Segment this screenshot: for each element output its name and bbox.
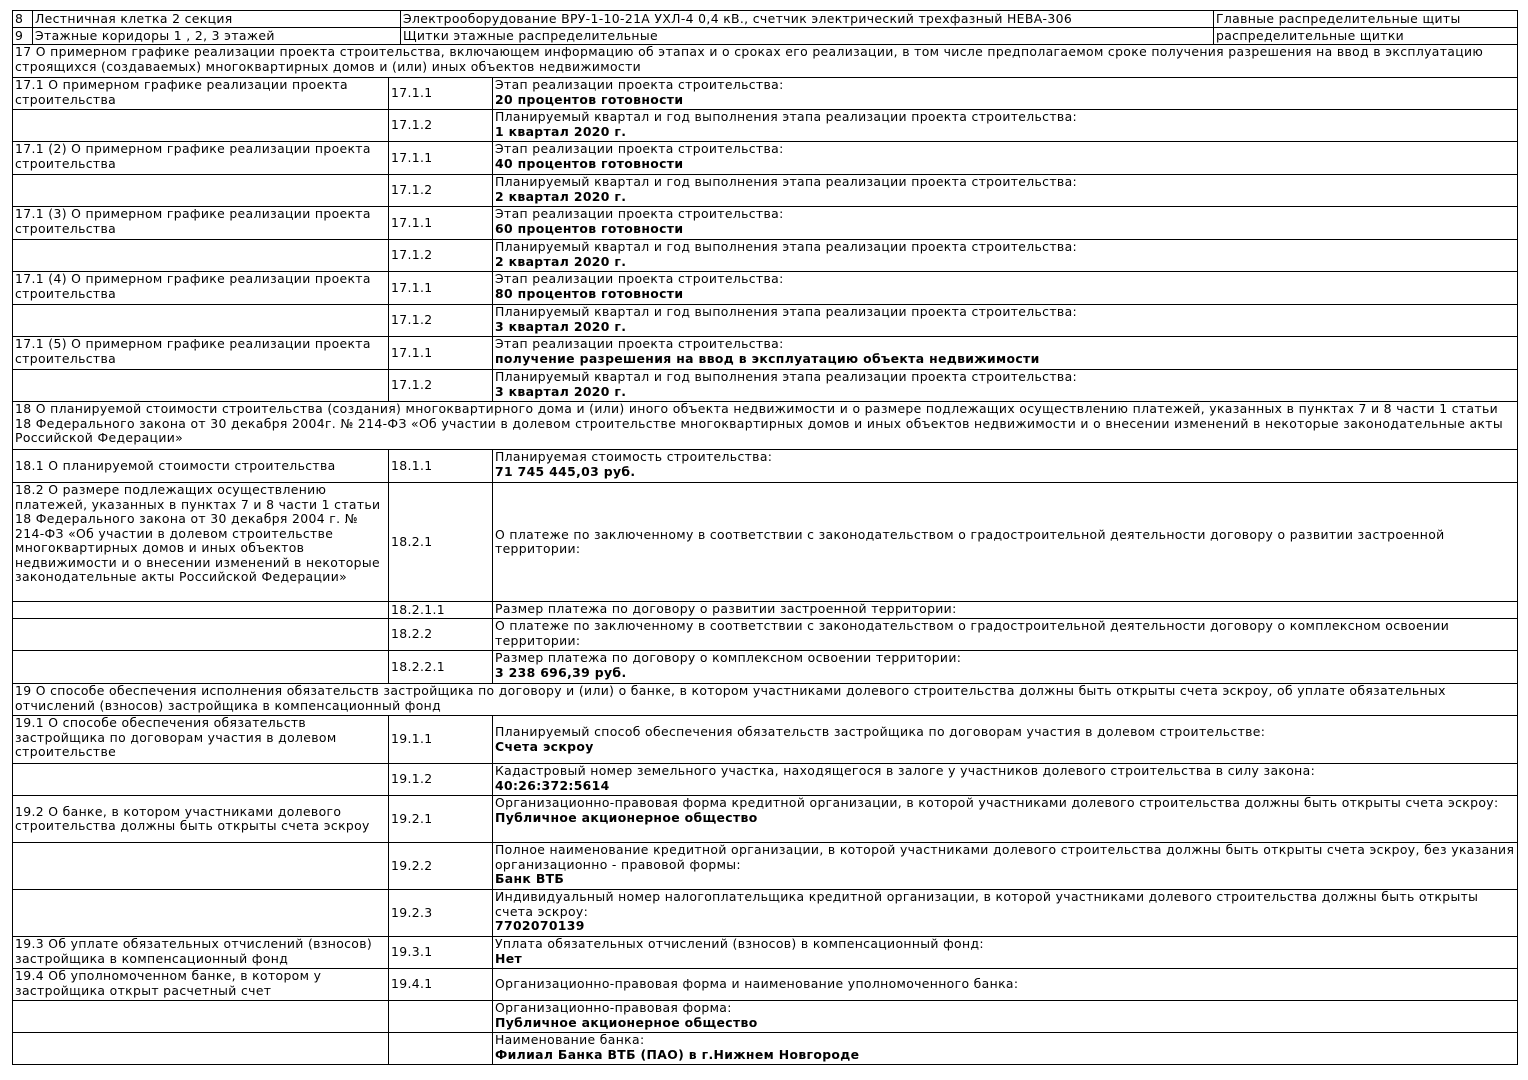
cost-row [13,450,1518,483]
stage-date-value: 2 квартал 2020 г. [495,188,627,204]
stage-cell [493,272,1518,305]
stage-date-label: Планируемый квартал и год выполнения этапа реализации проекта строительства: [495,239,1078,254]
auth-bank-row [13,969,1518,1001]
section-19-header: 19 О способе обеспечения исполнения обязательств застройщика по договору и (или) о банке, в котором участниками долевого строительства должны быть открыты счета эскроу, об уплате обязательных отчислений (взносов) застройщика в компенсационный фонд [13,684,1518,716]
empty-cell [13,175,389,207]
section-17-header: 17 О примерном графике реализации проекта строительства, включающем информацию об этапах и о сроках его реализации, в том числе предполагаемом сроке получения разрешения на ввод в эксплуатацию строящихся (создаваемых) многоквартирных домов и (или) иных объектов недвижимости [13,45,1518,78]
stage-row [13,207,1518,240]
payments-title: 18.2 О размере подлежащих осуществлению платежей, указанных в пунктах 7 и 8 части 1 статьи 18 Федерального закона от 30 декабря 2004 г. № 214-ФЗ «Об участии в долевом строительстве многоквартирных домов и иных объектов недвижимости и о внесении изменений в некоторые законодательные акты Российской Федерации» [13,483,389,602]
row-number: 8 [13,11,33,28]
auth-form-cell [493,1001,1518,1033]
bank-inn-cell [493,890,1518,937]
section-18-header: 18 О планируемой стоимости строительства (создания) многоквартирного дома и (или) иного объекта недвижимости и о размере подлежащих осуществлению платежей, указанных в пунктах 7 и 8 части 1 статьи 18 Федерального закона от 30 декабря 2004г. № 214-ФЗ «Об участии в долевом строительстве многоквартирных домов и иных объектов недвижимости и о внесении изменений в некоторые законодательные акты Российской Федерации» [13,402,1518,450]
dev-size-row [13,602,1518,619]
dev-size-label: Размер платежа по договору о развитии застроенной территории: [493,602,1518,619]
complex-size-code: 18.2.2.1 [389,651,493,684]
stage-label: Этап реализации проекта строительства: [495,141,784,156]
stage-value: 60 процентов готовности [495,220,684,236]
empty-cell [13,651,389,684]
stage-date-value: 3 квартал 2020 г. [495,318,627,334]
empty-cell [13,305,389,337]
stage-date-label: Планируемый квартал и год выполнения этапа реализации проекта строительства: [495,174,1078,189]
bank-name-value: Банк ВТБ [495,871,565,886]
bank-name-cell [493,843,1518,890]
stage-value: 20 процентов готовности [495,91,684,107]
auth-label: Организационно-правовая форма и наименование уполномоченного банка: [493,969,1518,1001]
empty-cell [13,619,389,651]
section-17-header-row [13,45,1518,78]
auth-name-value: Филиал Банка ВТБ (ПАО) в г.Нижнем Новгороде [495,1046,860,1062]
stage-date-label: Планируемый квартал и год выполнения этапа реализации проекта строительства: [495,304,1078,319]
stage-code: 17.1.1 [389,78,493,110]
auth-form-row [13,1001,1518,1033]
auth-form-label: Организационно-правовая форма: [495,1000,732,1015]
auth-form-value: Публичное акционерное общество [495,1014,758,1030]
empty-cell [13,602,389,619]
stage-date-cell [493,110,1518,142]
stage-row [13,337,1518,370]
fund-row [13,937,1518,969]
cadastral-row [13,764,1518,796]
complex-size-value: 3 238 696,39 руб. [495,664,627,680]
complex-size-row [13,651,1518,684]
complex-row [13,619,1518,651]
complex-code: 18.2.2 [389,619,493,651]
stage-date-row [13,110,1518,142]
equipment-row [13,11,1518,28]
stage-label: Этап реализации проекта строительства: [495,271,784,286]
stage-title: 17.1 (5) О примерном графике реализации проекта строительства [13,337,389,370]
cost-title: 18.1 О планируемой стоимости строительства [13,450,389,483]
fund-value: Нет [495,950,523,966]
stage-title: 17.1 (4) О примерном графике реализации проекта строительства [13,272,389,305]
section-18-header-row [13,402,1518,450]
bank-name-label: Полное наименование кредитной организации, в которой участниками долевого строительства должны быть открыты счета эскроу, без указания организационно - правовой формы: [495,842,1515,872]
stage-label: Этап реализации проекта строительства: [495,77,784,92]
cadastral-value: 40:26:372:5614 [495,777,610,793]
stage-cell [493,78,1518,110]
stage-date-row [13,370,1518,402]
bank-form-cell [493,796,1518,843]
auth-name-cell [493,1033,1518,1065]
empty-cell [13,110,389,142]
equipment-description: Электрооборудование ВРУ-1-10-21А УХЛ-4 0,4 кВ., счетчик электрический трехфазный НЕВА-306 [401,11,1214,28]
stage-code: 17.1.1 [389,207,493,240]
stage-date-cell [493,175,1518,207]
bank-inn-code: 19.2.3 [389,890,493,937]
bank-form-row [13,796,1518,843]
complex-label: О платеже по заключенному в соответствии с законодательством о градостроительной деятельности договору о комплексном освоении территории: [493,619,1518,651]
stage-cell [493,142,1518,175]
row-number: 9 [13,28,33,45]
complex-size-cell [493,651,1518,684]
empty-cell [13,1001,389,1033]
section-19-header-row [13,684,1518,716]
equipment-table [12,10,1518,45]
stage-date-cell [493,305,1518,337]
auth-name-label: Наименование банка: [495,1032,645,1047]
bank-name-row [13,843,1518,890]
empty-code-cell [389,1033,493,1065]
cost-code: 18.1.1 [389,450,493,483]
stage-label: Этап реализации проекта строительства: [495,206,784,221]
dev-code: 18.2.1 [389,483,493,602]
stage-date-row [13,240,1518,272]
cost-cell [493,450,1518,483]
bank-form-value: Публичное акционерное общество [495,809,758,825]
equipment-purpose: Главные распределительные щиты [1214,11,1518,28]
stage-title: 17.1 (3) О примерном графике реализации проекта строительства [13,207,389,240]
bank-inn-value: 7702070139 [495,918,585,933]
stage-date-value: 3 квартал 2020 г. [495,383,627,399]
stage-date-cell [493,240,1518,272]
stage-date-label: Планируемый квартал и год выполнения этапа реализации проекта строительства: [495,109,1078,124]
stage-row [13,142,1518,175]
empty-code-cell [389,1001,493,1033]
cost-value: 71 745 445,03 руб. [495,463,636,479]
cadastral-cell [493,764,1518,796]
stage-date-code: 17.1.2 [389,305,493,337]
stage-date-code: 17.1.2 [389,175,493,207]
stage-title: 17.1 (2) О примерном графике реализации проекта строительства [13,142,389,175]
stage-date-code: 17.1.2 [389,370,493,402]
fund-label: Уплата обязательных отчислений (взносов) в компенсационный фонд: [495,936,984,951]
empty-cell [13,240,389,272]
empty-cell [13,764,389,796]
security-title: 19.1 О способе обеспечения обязательств застройщика по договорам участия в долевом строительстве [13,716,389,764]
stage-value: 80 процентов готовности [495,285,684,301]
stage-date-row [13,305,1518,337]
equipment-description: Щитки этажные распределительные [401,28,1214,45]
stage-date-value: 1 квартал 2020 г. [495,123,627,139]
auth-title: 19.4 Об уполномоченном банке, в котором у застройщика открыт расчетный счет [13,969,389,1001]
bank-inn-label: Индивидуальный номер налогоплательщика кредитной организации, в которой участниками долевого строительства должны быть открыты счета эскроу: [495,889,1479,919]
fund-title: 19.3 Об уплате обязательных отчислений (взносов) застройщика в компенсационный фонд [13,937,389,969]
bank-title: 19.2 О банке, в котором участниками долевого строительства должны быть открыты счета эскроу [13,796,389,843]
stage-title: 17.1 О примерном графике реализации проекта строительства [13,78,389,110]
bank-name-code: 19.2.2 [389,843,493,890]
security-label: Планируемый способ обеспечения обязательств застройщика по договорам участия в долевом строительстве: [495,724,1266,739]
auth-name-row [13,1033,1518,1065]
stage-code: 17.1.1 [389,337,493,370]
stage-value: получение разрешения на ввод в эксплуатацию объекта недвижимости [495,350,1040,366]
bank-form-label: Организационно-правовая форма кредитной организации, в которой участниками долевого строительства должны быть открыты счета эскроу: [495,795,1499,810]
cadastral-label: Кадастровый номер земельного участка, находящегося в залоге у участников долевого строительства в силу закона: [495,763,1316,778]
stage-date-label: Планируемый квартал и год выполнения этапа реализации проекта строительства: [495,369,1078,384]
fund-code: 19.3.1 [389,937,493,969]
stage-row [13,78,1518,110]
security-code: 19.1.1 [389,716,493,764]
security-row [13,716,1518,764]
empty-cell [13,1033,389,1065]
stage-value: 40 процентов готовности [495,155,684,171]
empty-cell [13,843,389,890]
project-info-table [12,44,1518,1065]
stage-date-row [13,175,1518,207]
fund-cell [493,937,1518,969]
complex-size-label: Размер платежа по договору о комплексном освоении территории: [495,650,962,665]
stage-code: 17.1.1 [389,142,493,175]
equipment-row [13,28,1518,45]
payments-row [13,483,1518,602]
stage-code: 17.1.1 [389,272,493,305]
stage-cell [493,337,1518,370]
stage-date-code: 17.1.2 [389,240,493,272]
equipment-purpose: распределительные щитки [1214,28,1518,45]
dev-size-code: 18.2.1.1 [389,602,493,619]
empty-cell [13,370,389,402]
stage-date-code: 17.1.2 [389,110,493,142]
document-page [12,10,1517,1065]
equipment-place: Этажные коридоры 1 , 2, 3 этажей [33,28,401,45]
stage-label: Этап реализации проекта строительства: [495,336,784,351]
stage-date-value: 2 квартал 2020 г. [495,253,627,269]
empty-cell [13,890,389,937]
bank-inn-row [13,890,1518,937]
auth-code: 19.4.1 [389,969,493,1001]
stage-row [13,272,1518,305]
security-value: Счета эскроу [495,738,594,754]
cadastral-code: 19.1.2 [389,764,493,796]
dev-label: О платеже по заключенному в соответствии с законодательством о градостроительной деятельности договору о развитии застроенной территории: [493,483,1518,602]
bank-form-code: 19.2.1 [389,796,493,843]
stage-cell [493,207,1518,240]
cost-label: Планируемая стоимость строительства: [495,449,773,464]
equipment-place: Лестничная клетка 2 секция [33,11,401,28]
security-cell [493,716,1518,764]
stage-date-cell [493,370,1518,402]
